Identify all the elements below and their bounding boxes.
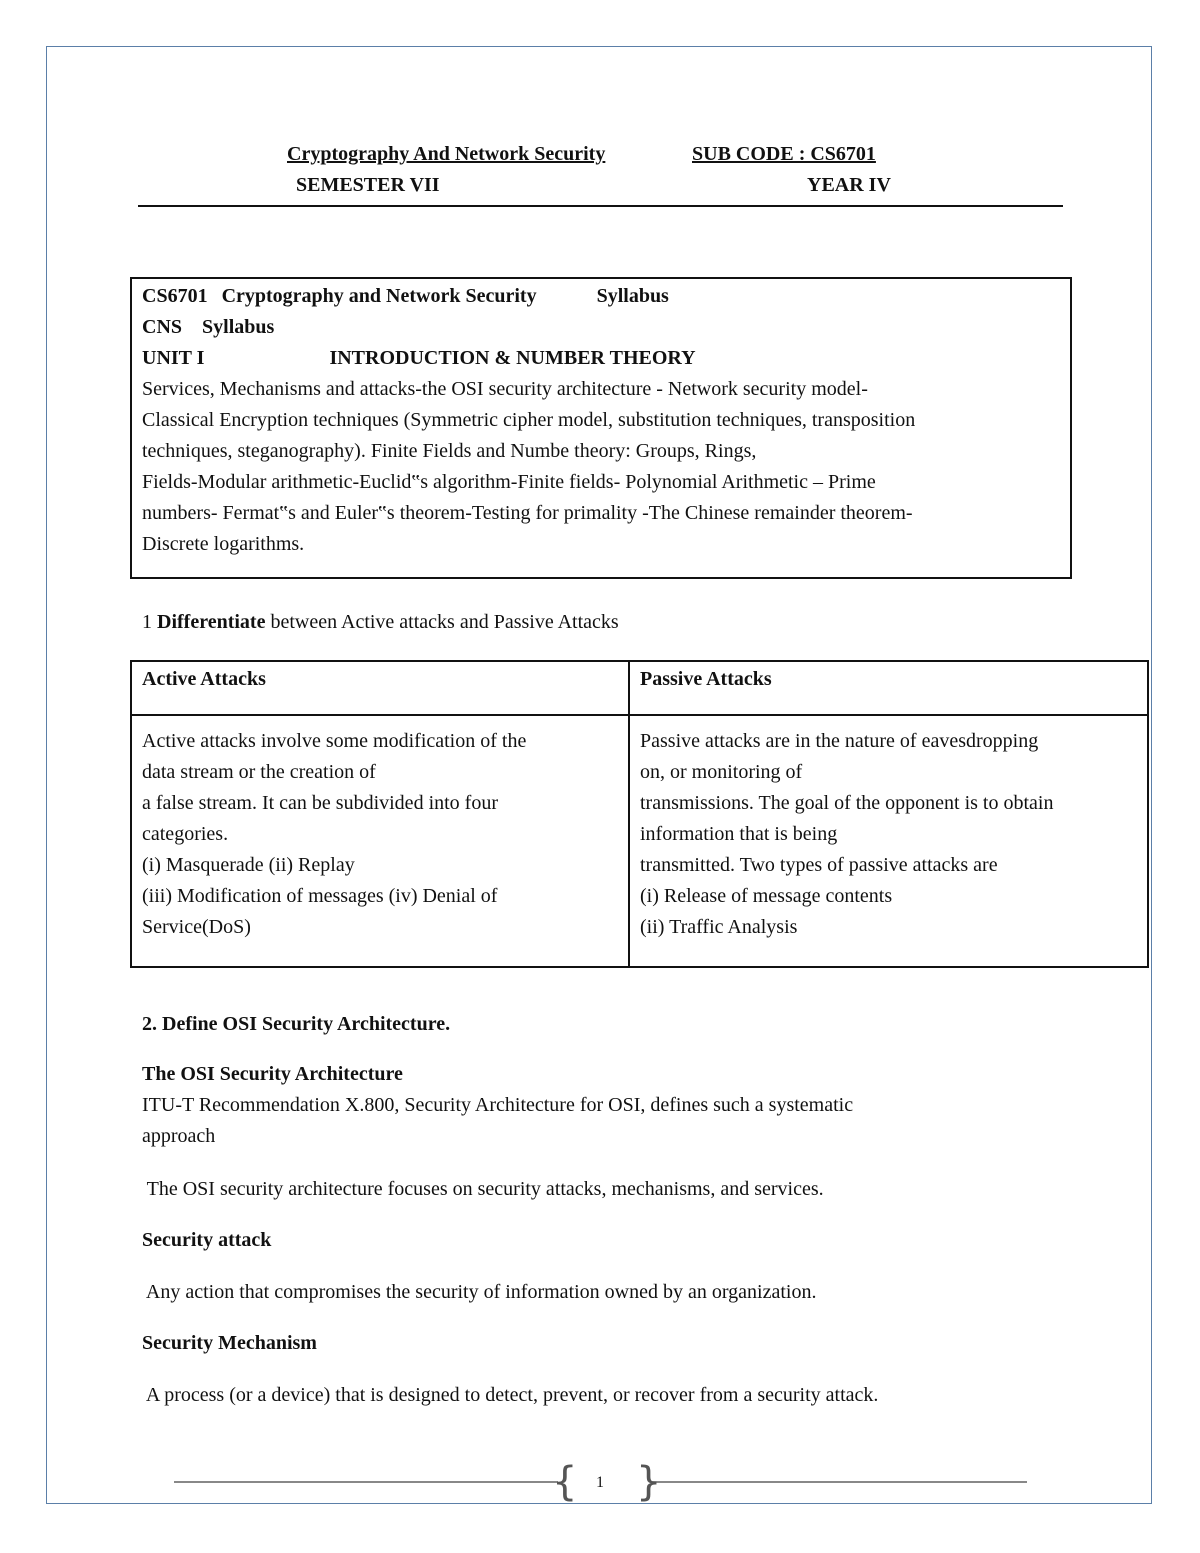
active-line: (i) Masquerade (ii) Replay bbox=[142, 854, 355, 876]
active-line: (iii) Modification of messages (iv) Denial of bbox=[142, 885, 498, 907]
table-row bbox=[131, 715, 1148, 967]
security-mechanism-heading: Security Mechanism bbox=[142, 1332, 317, 1354]
active-line: data stream or the creation of bbox=[142, 761, 376, 783]
syllabus-desc-line: numbers- Fermat‟s and Euler‟s theorem-Testing for primality -The Chinese remainder theorem- bbox=[142, 502, 913, 524]
osi-text-line-2: approach bbox=[142, 1125, 216, 1147]
course-title: Cryptography And Network Security bbox=[287, 143, 606, 165]
active-line: categories. bbox=[142, 823, 229, 845]
question-2-title: 2. Define OSI Security Architecture. bbox=[142, 1013, 451, 1035]
footer-line-left bbox=[174, 1481, 558, 1483]
comparison-table bbox=[130, 660, 1149, 968]
unit-row bbox=[142, 343, 1060, 374]
security-mechanism-text: A process (or a device) that is designed to detect, prevent, or recover from a security attack. bbox=[142, 1384, 879, 1406]
syllabus-desc-line: Classical Encryption techniques (Symmetric cipher model, substitution techniques, transposition bbox=[142, 409, 916, 431]
passive-line: transmitted. Two types of passive attacks are bbox=[640, 854, 998, 876]
syllabus-desc-line: Discrete logarithms. bbox=[142, 533, 305, 555]
passive-line: information that is being bbox=[640, 823, 838, 845]
header-active-attacks: Active Attacks bbox=[131, 661, 629, 715]
course-code: CS6701 bbox=[142, 285, 208, 307]
syllabus-box bbox=[130, 277, 1072, 579]
question-1-number: 1 bbox=[142, 611, 152, 633]
semester: SEMESTER VII bbox=[296, 174, 440, 196]
right-brace-icon: } bbox=[636, 1459, 662, 1505]
header-rule bbox=[138, 205, 1063, 207]
cns-row bbox=[142, 312, 1060, 343]
sub-code: SUB CODE : CS6701 bbox=[692, 143, 876, 165]
passive-line: (i) Release of message contents bbox=[640, 885, 893, 907]
osi-text-line-1: ITU-T Recommendation X.800, Security Architecture for OSI, defines such a systematic bbox=[142, 1094, 854, 1116]
page-number: 1 bbox=[596, 1474, 604, 1491]
syllabus-title-row bbox=[142, 281, 1060, 312]
question-1-keyword: Differentiate bbox=[157, 611, 266, 633]
course-name: Cryptography and Network Security bbox=[221, 285, 537, 307]
active-line: Service(DoS) bbox=[142, 916, 251, 938]
syllabus-desc-line: Fields-Modular arithmetic-Euclid‟s algorithm-Finite fields- Polynomial Arithmetic – Prime bbox=[142, 471, 876, 493]
syllabus-desc-line: techniques, steganography). Finite Fields and Numbe theory: Groups, Rings, bbox=[142, 440, 757, 462]
header-passive-attacks: Passive Attacks bbox=[629, 661, 1148, 715]
syllabus-desc-line: Services, Mechanisms and attacks-the OSI security architecture - Network security model- bbox=[142, 378, 868, 400]
question-1 bbox=[142, 611, 619, 634]
security-attack-heading: Security attack bbox=[142, 1229, 272, 1251]
question-1-text: between Active attacks and Passive Attacks bbox=[270, 611, 619, 633]
unit-title: INTRODUCTION & NUMBER THEORY bbox=[329, 347, 696, 369]
osi-focus-text: The OSI security architecture focuses on security attacks, mechanisms, and services. bbox=[142, 1178, 824, 1200]
footer-line-right bbox=[650, 1481, 1027, 1483]
active-line: Active attacks involve some modification of the bbox=[142, 730, 527, 752]
passive-line: transmissions. The goal of the opponent is to obtain bbox=[640, 792, 1054, 814]
cns-syllabus-label: Syllabus bbox=[202, 316, 275, 338]
table-header-row bbox=[131, 661, 1148, 715]
cns-label: CNS bbox=[142, 316, 183, 338]
year: YEAR IV bbox=[807, 174, 891, 196]
passive-attacks-cell bbox=[629, 715, 1148, 967]
active-attacks-cell bbox=[131, 715, 629, 967]
syllabus-label: Syllabus bbox=[596, 285, 669, 307]
passive-line: (ii) Traffic Analysis bbox=[640, 916, 798, 938]
osi-subheading: The OSI Security Architecture bbox=[142, 1063, 403, 1085]
passive-line: Passive attacks are in the nature of eavesdropping bbox=[640, 730, 1039, 752]
passive-line: on, or monitoring of bbox=[640, 761, 803, 783]
unit-label: UNIT I bbox=[142, 347, 205, 369]
active-line: a false stream. It can be subdivided into four bbox=[142, 792, 498, 814]
security-attack-text: Any action that compromises the security of information owned by an organization. bbox=[142, 1281, 817, 1303]
left-brace-icon: { bbox=[552, 1459, 578, 1505]
